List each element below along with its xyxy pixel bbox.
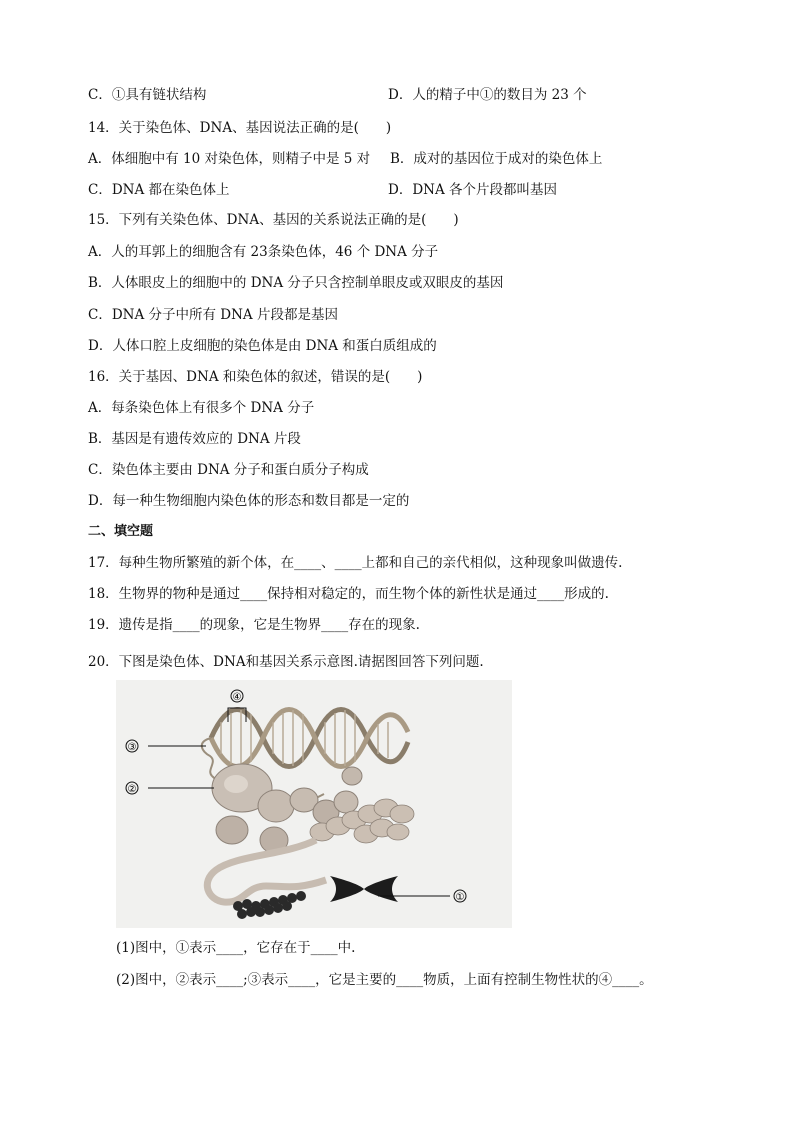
chromosome-dna-gene-diagram bbox=[116, 680, 512, 928]
q19-text: 19．遗传是指____的现象，它是生物界____存在的现象. bbox=[88, 617, 420, 633]
q13-option-c: C．①具有链状结构 bbox=[88, 87, 207, 103]
q14-option-b: B．成对的基因位于成对的染色体上 bbox=[390, 151, 603, 167]
label-1: ① bbox=[455, 892, 465, 903]
q20-stem: 20．下图是染色体、DNA和基因关系示意图.请据图回答下列问题. bbox=[88, 654, 484, 670]
q16-option-c: C．染色体主要由 DNA 分子和蛋白质分子构成 bbox=[88, 462, 369, 478]
q15-option-b: B．人体眼皮上的细胞中的 DNA 分子只含控制单眼皮或双眼皮的基因 bbox=[88, 275, 504, 291]
nucleosomes bbox=[212, 764, 362, 853]
q15-stem: 15．下列有关染色体、DNA、基因的关系说法正确的是( ) bbox=[88, 212, 459, 228]
q20-subquestion-2: (2)图中，②表示____;③表示____，它是主要的____物质，上面有控制生物性状的④____。 bbox=[116, 972, 653, 988]
label-4: ④ bbox=[232, 692, 242, 703]
q16-option-d: D．每一种生物细胞内染色体的形态和数目都是一定的 bbox=[88, 493, 410, 509]
section-fill-in-heading: 二、填空题 bbox=[88, 524, 154, 539]
x-chromosome bbox=[330, 876, 398, 902]
q14-option-c: C．DNA 都在染色体上 bbox=[88, 182, 230, 198]
q14-option-a: A．体细胞中有 10 对染色体，则精子中是 5 对 bbox=[88, 151, 371, 167]
q16-stem: 16．关于基因、DNA 和染色体的叙述，错误的是( ) bbox=[88, 369, 423, 385]
label-2: ② bbox=[127, 784, 137, 795]
q14-option-d: D．DNA 各个片段都叫基因 bbox=[388, 182, 558, 198]
q15-option-c: C．DNA 分子中所有 DNA 片段都是基因 bbox=[88, 307, 338, 323]
q13-option-d: D．人的精子中①的数目为 23 个 bbox=[388, 87, 587, 103]
q20-subquestion-1: (1)图中，①表示____，它存在于____中. bbox=[116, 940, 356, 956]
q17-text: 17．每种生物所繁殖的新个体，在____、____上都和自己的亲代相似，这种现象叫做遗传. bbox=[88, 555, 623, 571]
q16-option-a: A．每条染色体上有很多个 DNA 分子 bbox=[88, 400, 315, 416]
q15-option-d: D．人体口腔上皮细胞的染色体是由 DNA 和蛋白质组成的 bbox=[88, 338, 437, 354]
q18-text: 18．生物界的物种是通过____保持相对稳定的，而生物个体的新性状是通过____形成的. bbox=[88, 586, 609, 602]
q14-stem: 14．关于染色体、DNA、基因说法正确的是( ) bbox=[88, 120, 392, 136]
label-3: ③ bbox=[127, 742, 137, 753]
dna-double-helix bbox=[211, 710, 408, 767]
q16-option-b: B．基因是有遗传效应的 DNA 片段 bbox=[88, 431, 301, 447]
q15-option-a: A．人的耳郭上的细胞含有 23条染色体，46 个 DNA 分子 bbox=[88, 244, 439, 260]
